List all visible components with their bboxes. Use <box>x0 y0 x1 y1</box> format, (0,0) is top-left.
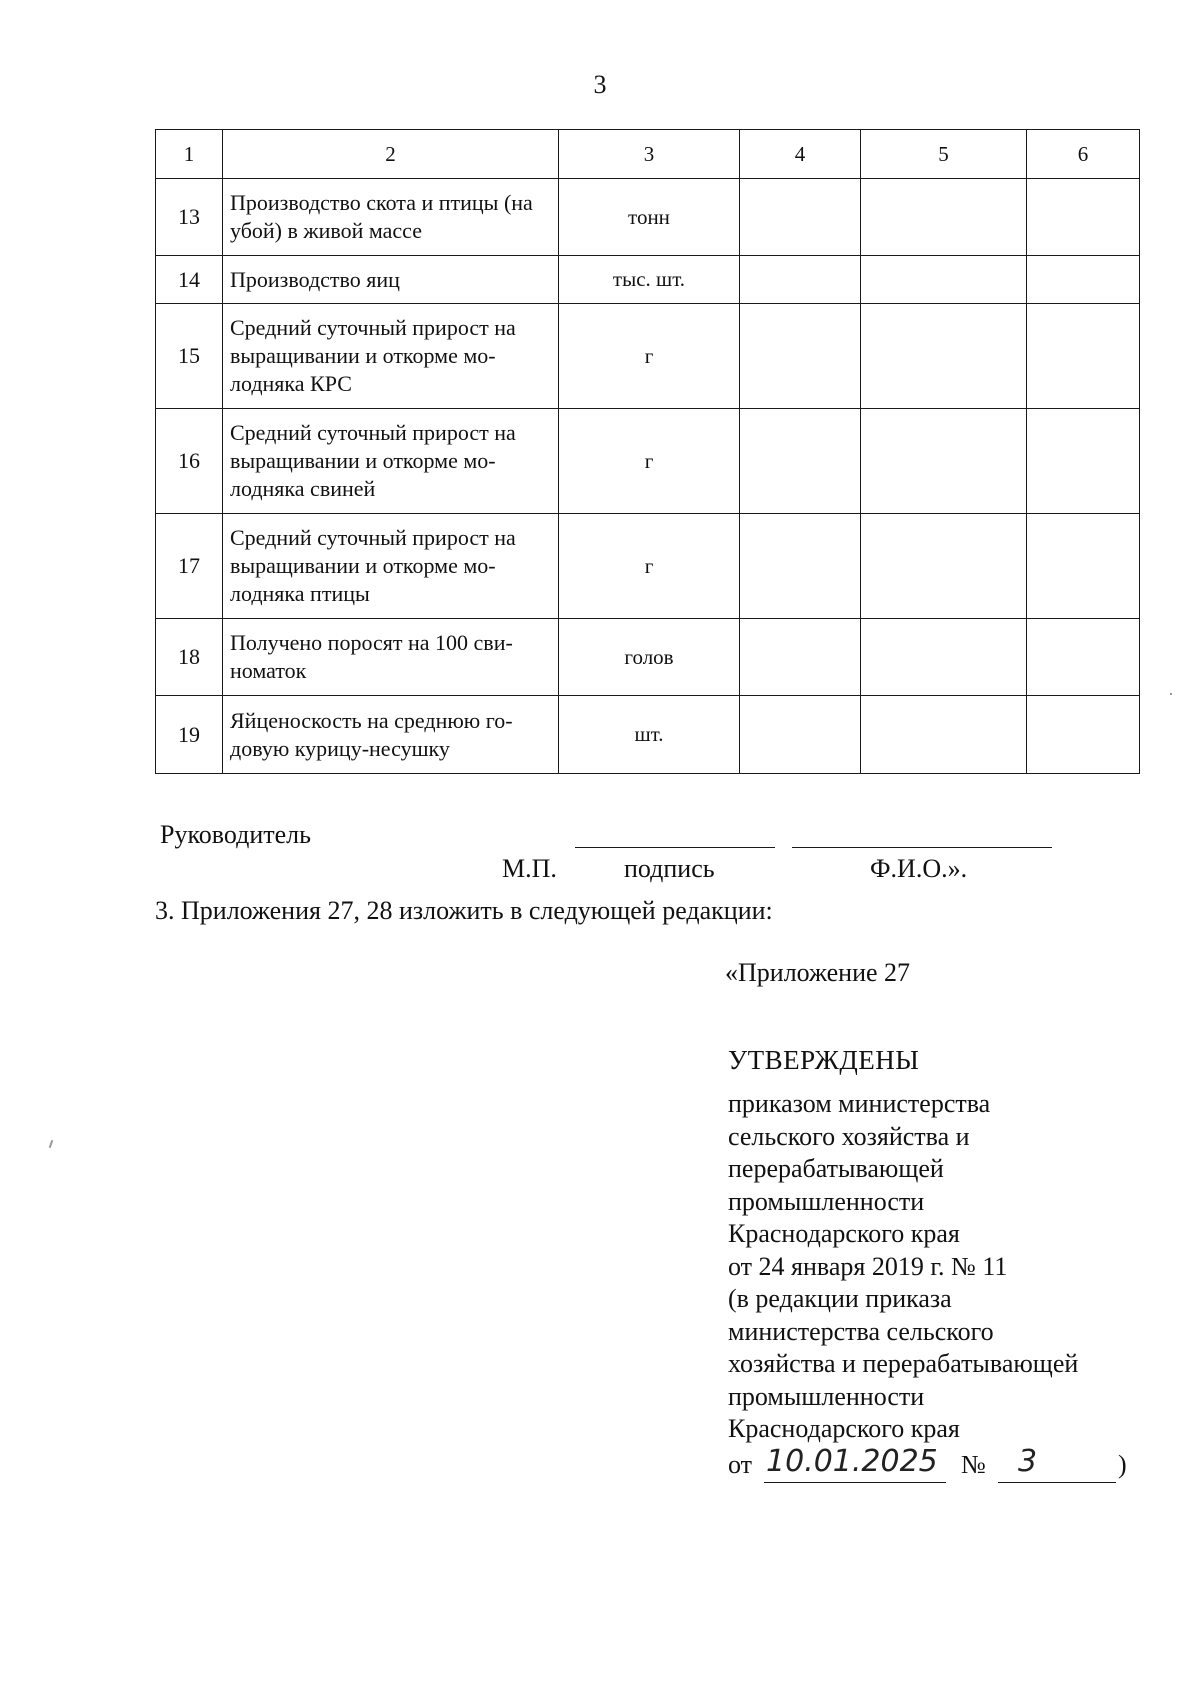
unit-cell: шт. <box>559 696 740 774</box>
handwritten-date: 10.01.2025 <box>766 1444 938 1479</box>
date-prefix: от <box>728 1450 753 1479</box>
value-cell <box>861 256 1027 304</box>
appendix-label: «Приложение 27 <box>725 958 911 987</box>
header-cell: 2 <box>223 130 559 179</box>
approval-text <box>728 1088 1078 1446</box>
unit-cell: тонн <box>559 179 740 256</box>
row-number: 14 <box>156 256 223 304</box>
approval-line: промышленности <box>728 1186 925 1216</box>
number-sign: № <box>961 1450 986 1479</box>
unit-cell: г <box>559 409 740 514</box>
row-number: 17 <box>156 514 223 619</box>
signature-line <box>575 847 775 848</box>
seal-label: М.П. <box>502 854 557 883</box>
row-number: 13 <box>156 179 223 256</box>
value-cell <box>861 619 1027 696</box>
approval-line: перерабатывающей <box>728 1154 944 1183</box>
indicator-name: Средний суточный прирост на выращивании и откорме мо-лодняка свиней <box>223 409 559 514</box>
table-row <box>156 256 1140 304</box>
value-cell <box>1027 696 1140 774</box>
closing-parenthesis: ) <box>1118 1450 1127 1479</box>
table-row <box>156 179 1140 256</box>
header-cell: 4 <box>740 130 861 179</box>
approval-line: Краснодарского края <box>728 1219 960 1248</box>
indicator-name: Средний суточный прирост на выращивании и откорме мо-лодняка КРС <box>223 304 559 409</box>
table-row <box>156 619 1140 696</box>
value-cell <box>740 179 861 256</box>
value-cell <box>1027 256 1140 304</box>
date-underline <box>764 1482 946 1483</box>
unit-cell: голов <box>559 619 740 696</box>
number-underline <box>998 1482 1116 1483</box>
scan-speck <box>49 1140 54 1148</box>
header-cell: 3 <box>559 130 740 179</box>
approval-line: приказом министерства <box>728 1089 991 1118</box>
order-reference-line <box>728 1444 1128 1486</box>
indicators-table <box>155 129 1140 774</box>
value-cell <box>1027 409 1140 514</box>
table-header-row <box>156 130 1140 179</box>
approval-line: Краснодарского края <box>728 1414 960 1443</box>
value-cell <box>740 409 861 514</box>
row-number: 16 <box>156 409 223 514</box>
unit-cell: тыс. шт. <box>559 256 740 304</box>
row-number: 19 <box>156 696 223 774</box>
approval-title: УТВЕРЖДЕНЫ <box>728 1045 920 1075</box>
indicator-name: Производство скота и птицы (на убой) в живой массе <box>223 179 559 256</box>
value-cell <box>861 409 1027 514</box>
fio-label: Ф.И.О.». <box>870 854 968 883</box>
table-row <box>156 409 1140 514</box>
row-number: 15 <box>156 304 223 409</box>
unit-cell: г <box>559 514 740 619</box>
unit-cell: г <box>559 304 740 409</box>
approval-line: (в редакции приказа <box>728 1284 952 1313</box>
approval-line: хозяйства и перерабатывающей <box>728 1349 1079 1378</box>
header-cell: 6 <box>1027 130 1140 179</box>
signatory-role: Руководитель <box>160 820 311 849</box>
table-row <box>156 514 1140 619</box>
table-row <box>156 304 1140 409</box>
handwritten-number: 3 <box>1018 1444 1038 1479</box>
value-cell <box>861 304 1027 409</box>
value-cell <box>861 179 1027 256</box>
scan-speck <box>1170 693 1172 695</box>
indicator-name: Производство яиц <box>223 256 559 304</box>
header-cell: 1 <box>156 130 223 179</box>
header-cell: 5 <box>861 130 1027 179</box>
indicator-name: Яйценоскость на среднюю го-довую курицу-несушку <box>223 696 559 774</box>
value-cell <box>861 696 1027 774</box>
value-cell <box>740 619 861 696</box>
approval-line: от 24 января 2019 г. № 11 <box>728 1251 1008 1281</box>
value-cell <box>1027 304 1140 409</box>
page-number: 3 <box>593 70 607 99</box>
amendment-paragraph: 3. Приложения 27, 28 изложить в следующей редакции: <box>155 896 773 925</box>
value-cell <box>861 514 1027 619</box>
value-cell <box>1027 179 1140 256</box>
table-row <box>156 696 1140 774</box>
indicator-name: Средний суточный прирост на выращивании и откорме мо-лодняка птицы <box>223 514 559 619</box>
value-cell <box>1027 619 1140 696</box>
value-cell <box>740 514 861 619</box>
value-cell <box>1027 514 1140 619</box>
indicator-name: Получено поросят на 100 сви-номаток <box>223 619 559 696</box>
value-cell <box>740 304 861 409</box>
signature-label: подпись <box>624 854 715 883</box>
approval-line: промышленности <box>728 1381 925 1411</box>
value-cell <box>740 696 861 774</box>
name-line <box>792 847 1052 848</box>
approval-line: сельского хозяйства и <box>728 1121 970 1151</box>
approval-line: министерства сельского <box>728 1316 994 1346</box>
row-number: 18 <box>156 619 223 696</box>
value-cell <box>740 256 861 304</box>
